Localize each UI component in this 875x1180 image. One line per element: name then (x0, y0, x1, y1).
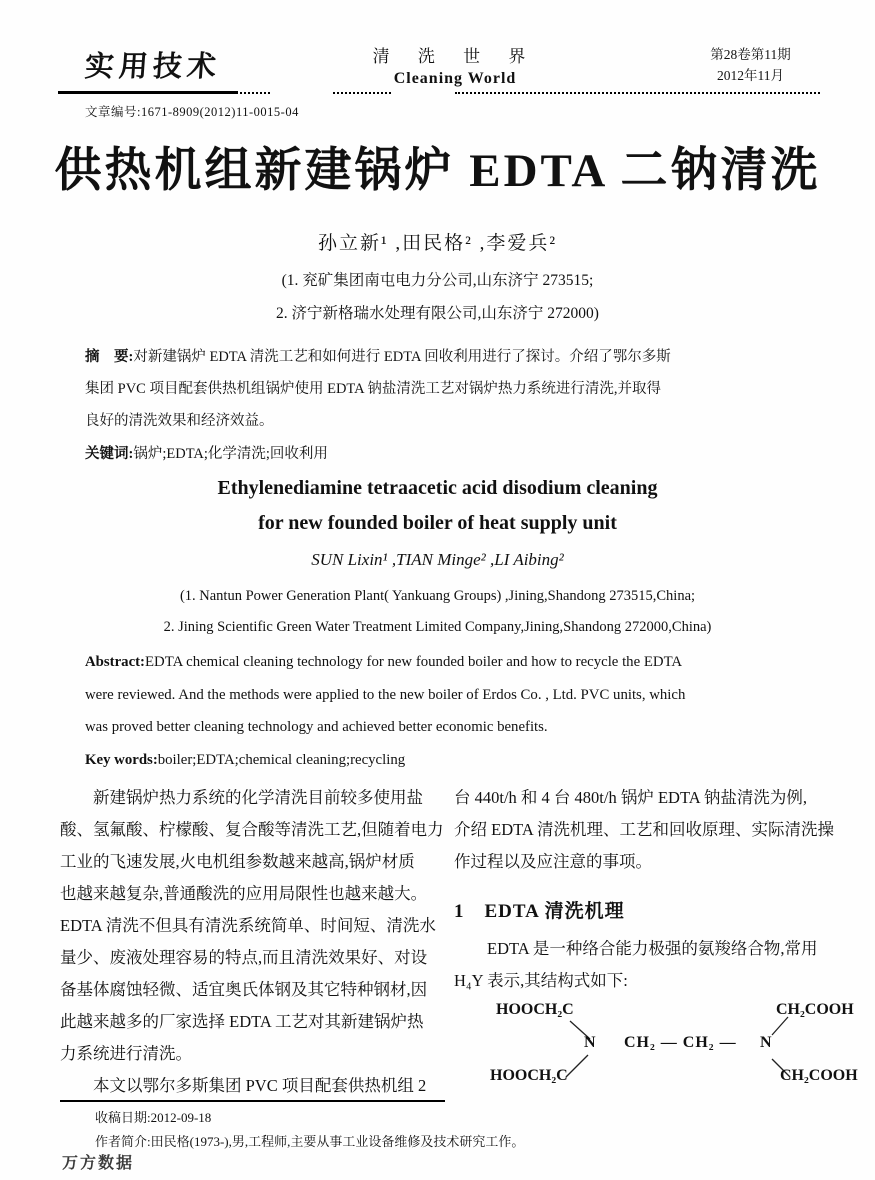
formula-bottom-left-group: HOOCH₂C (490, 1067, 568, 1084)
affiliation-en-1: (1. Nantun Power Generation Plant( Yankuang Groups) ,Jining,Shandong 273515,China; (179, 588, 696, 604)
affiliation-cn-1: (1. 兖矿集团南屯电力分公司,山东济宁 273515; (281, 272, 594, 289)
abstract-en-label: Abstract: (85, 654, 145, 670)
body-line: EDTA 清洗不但具有清洗系统简单、时间短、清洗水 (60, 916, 436, 935)
edta-structural-formula (454, 1001, 859, 1097)
author-bio: 作者简介:田民格(1973-),男,工程师,主要从事工业设备维修及技术研究工作。 (95, 1134, 525, 1149)
affiliation-en-2: 2. Jining Scientific Green Water Treatment Limited Company,Jining,Shandong 272000,China) (163, 619, 712, 635)
masthead-rule-dotted-2 (333, 92, 391, 94)
abstract-cn (85, 341, 820, 470)
body-line: EDTA 是一种络合能力极强的氨羧络合物,常用 (454, 939, 818, 958)
issue-info-block (678, 44, 823, 86)
abstract-cn-label: 摘 要: (85, 349, 134, 365)
body-line: 也越来越复杂,普通酸洗的应用局限性也越来越大。 (60, 884, 428, 903)
journal-name-en: Cleaning World (393, 70, 517, 87)
body-line: 力系统进行清洗。 (60, 1044, 192, 1063)
abstract-en-line: were reviewed. And the methods were applied to the new boiler of Erdos Co. , Ltd. PVC units, which (85, 686, 686, 703)
body-column-left (60, 782, 448, 1102)
abstract-cn-line: 集团 PVC 项目配套供热机组锅炉使用 EDTA 钠盐清洗工艺对锅炉热力系统进行清洗,并取得 (85, 381, 662, 397)
formula-ethylene-chain: CH₂ — CH₂ — (624, 1034, 737, 1051)
body-line: 台 440t/h 和 4 台 480t/h 锅炉 EDTA 钠盐清洗为例, (454, 788, 807, 807)
body-line: 新建锅炉热力系统的化学清洗目前较多使用盐 (60, 788, 423, 807)
body-line: 酸、氢氟酸、柠檬酸、复合酸等清洗工艺,但随着电力 (60, 820, 444, 839)
keywords-en-text: boiler;EDTA;chemical cleaning;recycling (157, 751, 406, 768)
abstract-en-line: was proved better cleaning technology and achieved better economic benefits. (85, 719, 548, 735)
authors-cn: 孙立新¹ ,田民格² ,李爱兵² (317, 233, 558, 254)
masthead-rule-dotted-1 (240, 92, 270, 94)
body-line: 此越来越多的厂家选择 EDTA 工艺对其新建锅炉热 (60, 1012, 424, 1031)
body-line: 量少、废液处理容易的特点,而且清洗效果好、对设 (60, 948, 428, 967)
formula-left-nitrogen: N (584, 1034, 596, 1051)
body-column-right (454, 782, 858, 1102)
wanfang-watermark: 万方数据 (62, 1155, 135, 1172)
journal-section-label: 实用技术 (83, 51, 222, 83)
keywords-cn-line (85, 438, 820, 470)
received-date: 收稿日期:2012-09-18 (95, 1110, 212, 1125)
keywords-cn-text: 锅炉;EDTA;化学清洗;回收利用 (133, 446, 328, 462)
abstract-cn-line (85, 341, 820, 373)
authors-en: SUN Lixin¹ ,TIAN Minge² ,LI Aibing² (311, 550, 564, 569)
keywords-en-line (85, 744, 820, 777)
body-line: 介绍 EDTA 清洗机理、工艺和回收原理、实际清洗操 (454, 820, 835, 839)
affiliation-cn-2: 2. 济宁新格瑞水处理有限公司,山东济宁 272000) (276, 305, 599, 322)
masthead-rule-solid (58, 91, 238, 94)
formula-bottom-right-group: CH₂COOH (780, 1067, 858, 1084)
section-1-heading: 1 EDTA 清洗机理 (454, 901, 625, 922)
issue-volume: 第28卷第11期 (710, 47, 791, 62)
body-line: 工业的飞速发展,火电机组参数越来越高,锅炉材质 (60, 852, 415, 871)
article-number: 文章编号:1671-8909(2012)11-0015-04 (85, 105, 299, 119)
formula-right-nitrogen: N (760, 1034, 772, 1051)
masthead-rule-dotted-3 (455, 92, 820, 94)
journal-name-block (330, 42, 580, 88)
keywords-cn-label: 关键词: (85, 446, 134, 462)
body-line: 作过程以及应注意的事项。 (454, 852, 652, 871)
abstract-en (85, 646, 820, 776)
paper-title-cn: 供热机组新建锅炉 EDTA 二钠清洗 (54, 145, 821, 197)
body-columns (60, 782, 858, 1102)
paper-title-en-line1: Ethylenediamine tetraacetic acid disodium cleaning (217, 477, 658, 499)
body-line: 本文以鄂尔多斯集团 PVC 项目配套供热机组 2 (60, 1076, 427, 1095)
formula-top-left-group: HOOCH₂C (496, 1001, 574, 1018)
footnote-rule (60, 1100, 445, 1102)
formula-top-right-group: CH₂COOH (776, 1001, 854, 1018)
keywords-en-label: Key words: (85, 751, 158, 768)
abstract-en-line (85, 646, 820, 679)
issue-date: 2012年11月 (717, 68, 784, 83)
body-line: 备基体腐蚀轻微、适宜奥氏体钢及其它特种钢材,因 (60, 980, 428, 999)
journal-name-cn: 清 洗 世 界 (372, 47, 538, 66)
body-line: H₄Y 表示,其结构式如下: (454, 971, 628, 990)
paper-title-en-line2: for new founded boiler of heat supply unit (258, 512, 617, 534)
abstract-cn-text: 对新建锅炉 EDTA 清洗工艺和如何进行 EDTA 回收利用进行了探讨。介绍了鄂尔多斯 (133, 349, 671, 365)
abstract-cn-line: 良好的清洗效果和经济效益。 (85, 413, 274, 429)
abstract-en-text: EDTA chemical cleaning technology for new founded boiler and how to recycle the EDTA (145, 654, 683, 670)
